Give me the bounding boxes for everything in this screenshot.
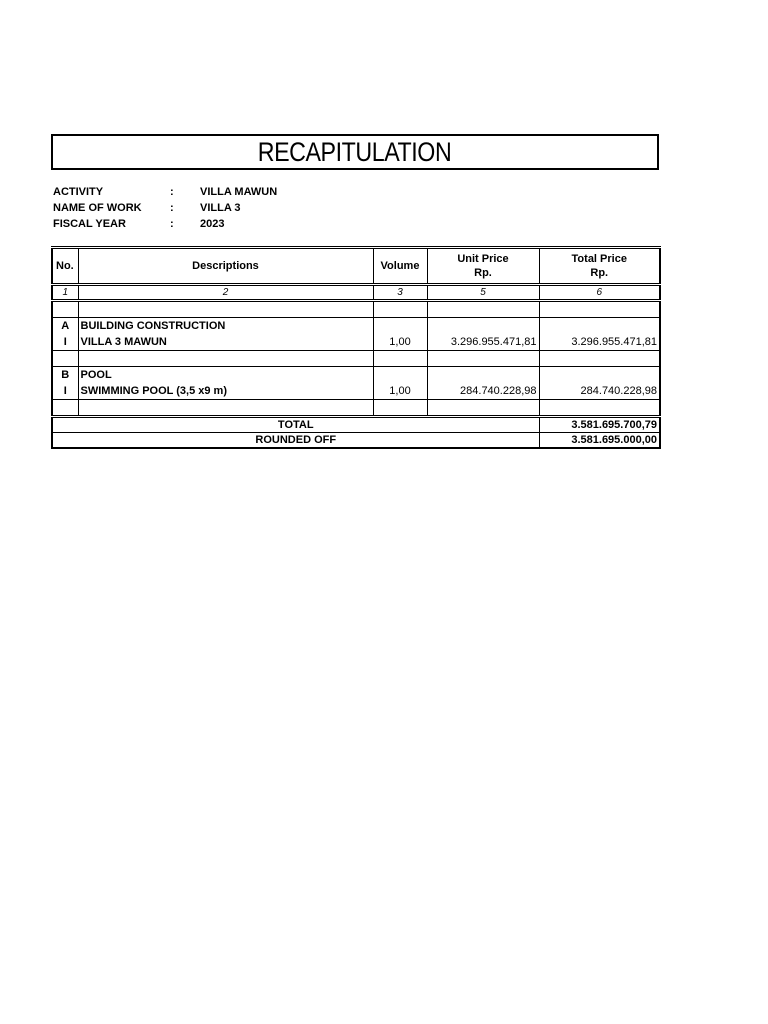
table-row [52,334,660,351]
spacer-row [52,351,660,367]
meta-value: VILLA 3 [200,202,241,214]
section-code: A [52,318,78,335]
column-index: 2 [78,285,373,301]
rounded-off-value: 3.581.695.000,00 [539,433,660,449]
header-no: No. [52,248,78,285]
item-description: SWIMMING POOL (3,5 x9 m) [78,383,373,400]
item-volume: 1,00 [373,383,427,400]
section-row [52,367,660,384]
item-no: I [52,334,78,351]
header-unit-price-label: Unit Price [457,253,509,265]
total-row [52,417,660,433]
total-value: 3.581.695.700,79 [539,417,660,433]
section-title: BUILDING CONSTRUCTION [78,318,373,335]
rounded-off-label: ROUNDED OFF [52,433,539,449]
meta-value: VILLA MAWUN [200,186,278,198]
section-row [52,318,660,335]
column-index: 3 [373,285,427,301]
table-row [52,383,660,400]
item-total-price: 3.296.955.471,81 [539,334,660,351]
item-unit-price: 284.740.228,98 [427,383,539,400]
item-description: VILLA 3 MAWUN [78,334,373,351]
meta-colon: : [170,186,174,198]
total-label: TOTAL [52,417,539,433]
title-box [51,134,659,170]
meta-key: ACTIVITY [53,186,104,198]
header-total-price-currency: Rp. [590,267,609,279]
rounded-off-row [52,433,660,449]
column-index-row [52,285,660,301]
meta-key: FISCAL YEAR [53,218,126,230]
item-no: I [52,383,78,400]
column-index: 5 [427,285,539,301]
item-unit-price: 3.296.955.471,81 [427,334,539,351]
table-header-row [52,248,660,285]
spacer-row [52,301,660,318]
header-descriptions: Descriptions [78,248,373,285]
header-volume: Volume [373,248,427,285]
meta-colon: : [170,218,174,230]
column-index: 6 [539,285,660,301]
recap-table [51,246,661,449]
meta-key: NAME OF WORK [53,202,142,214]
meta-value: 2023 [200,218,225,230]
section-code: B [52,367,78,384]
header-unit-price-currency: Rp. [474,267,492,279]
header-total-price-label: Total Price [571,253,627,265]
page-title: RECAPITULATION [258,136,452,167]
column-index: 1 [52,285,78,301]
item-volume: 1,00 [373,334,427,351]
item-total-price: 284.740.228,98 [539,383,660,400]
section-title: POOL [78,367,373,384]
meta-colon: : [170,202,174,214]
header-total-price [539,248,660,285]
header-unit-price [427,248,539,285]
spacer-row [52,400,660,417]
